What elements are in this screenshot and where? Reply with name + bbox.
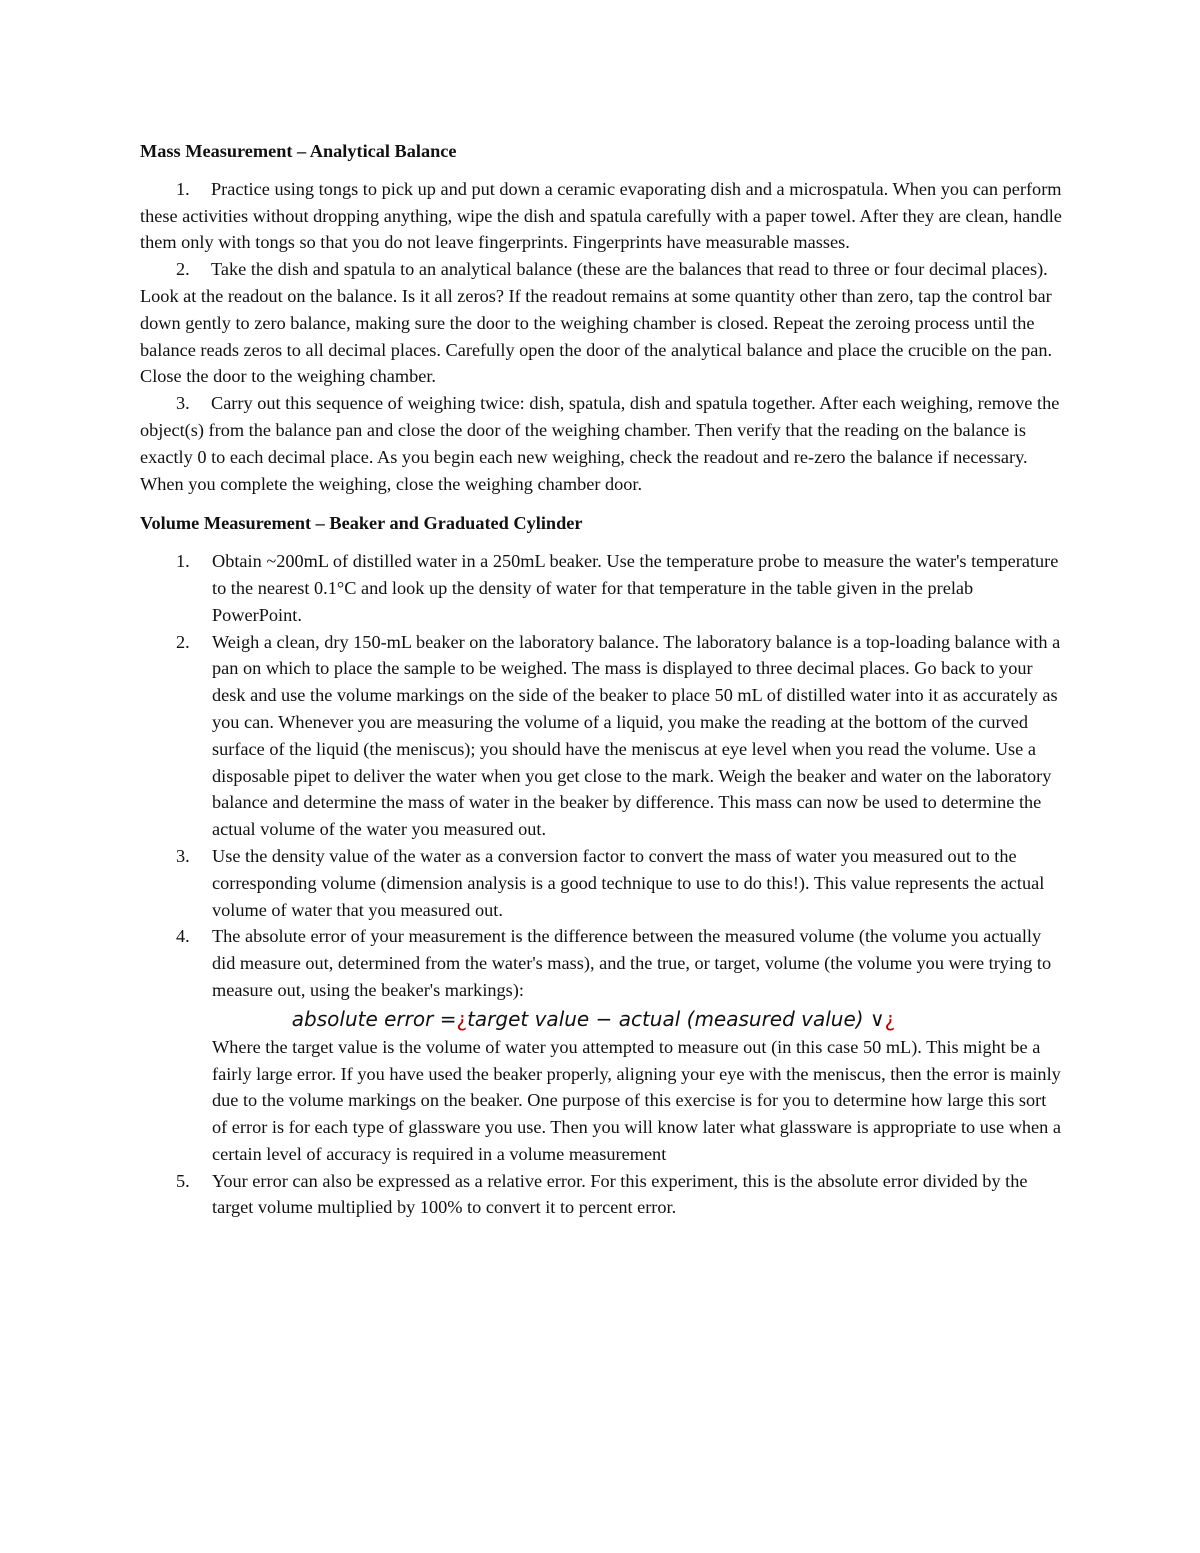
list-item <box>140 176 1065 256</box>
list-item-text: Carry out this sequence of weighing twice: dish, spatula, dish and spatula together. After each weighing, remove the object(s) from the balance pan and close the door of the weighing chamber. Then verify that the reading on the balance is exactly 0 to each decimal place. As you begin each new weighing, check the readout and re-zero the balance if necessary. When you complete the weighing, close the weighing chamber door. <box>140 393 1060 494</box>
list-item-number: 3. <box>176 845 190 866</box>
list-item-text: Your error can also be expressed as a relative error. For this experiment, this is the absolute error divided by the target volume multiplied by 100% to convert it to percent error. <box>212 1170 1028 1218</box>
mass-section-heading: Mass Measurement – Analytical Balance <box>140 141 457 161</box>
list-item-number: 1. <box>176 551 190 572</box>
list-item-text: Obtain ~200mL of distilled water in a 250mL beaker. Use the temperature probe to measure the water's temperature to the nearest 0.1°C and look up the density of water for that temperature in the table given in the prelab PowerPoint. <box>212 551 1059 625</box>
list-item-text: Use the density value of the water as a conversion factor to convert the mass of water you measured out to the corresponding volume (dimension analysis is a good technique to use to do this!). This value represents the actual volume of water that you measured out. <box>212 845 1045 920</box>
list-item-number: 5. <box>176 1170 190 1191</box>
list-item <box>140 390 1065 497</box>
list-item-text: Weigh a clean, dry 150-mL beaker on the laboratory balance. The laboratory balance is a top-loading balance with a pan on which to place the sample to be weighed. The mass is displayed to three decimal places. Go back to your desk and use the volume markings on the side of the beaker to place 50 mL of distilled water into it as accurately as you can. Whenever you are measuring the volume of a liquid, you make the reading at the bottom of the curved surface of the liquid (the meniscus); you should have the meniscus at eye level when you read the volume. Use a disposable pipet to deliver the water when you get close to the mark. Weigh the beaker and water on the laboratory balance and determine the mass of water in the beaker by difference. This mass can now be used to determine the actual volume of the water you measured out. <box>212 631 1061 840</box>
formula-right: target value − actual (measured value) ∨ <box>467 1006 885 1031</box>
list-item <box>140 548 1065 628</box>
list-item-continuation: Where the target value is the volume of water you attempted to measure out (in this case 50 mL). This might be a fairly large error. If you have used the beaker properly, aligning your eye with the meniscus, then the error is mainly due to the volume markings on the beaker. One purpose of this exercise is for you to determine how large this sort of error is for each type of glassware you use. Then you will know later what glassware is appropriate to use when a certain level of accuracy is required in a volume measurement <box>212 1036 1061 1164</box>
list-item-number: 4. <box>176 926 190 947</box>
list-item-number: 3. <box>176 393 190 414</box>
list-item <box>140 843 1065 923</box>
volume-steps-list <box>140 548 1065 1221</box>
list-item-number: 2. <box>176 259 190 280</box>
list-item-number: 2. <box>176 631 190 652</box>
document-page <box>140 138 1065 1221</box>
list-item-text: Take the dish and spatula to an analytical balance (these are the balances that read to three or four decimal places). Look at the readout on the balance. Is it all zeros? If the readout remains at some quantity other than zero, tap the control bar down gently to zero balance, making sure the door to the weighing chamber is closed. Repeat the zeroing process until the balance reads zeros to all decimal places. Carefully open the door of the analytical balance and place the crucible on the pan. Close the door to the weighing chamber. <box>140 259 1053 387</box>
formula-mark: ¿ <box>456 1006 468 1031</box>
list-item-text: The absolute error of your measurement is the difference between the measured volume (the volume you actually did measure out, determined from the water's mass), and the true, or target, volume (the volume you were trying to measure out, using the beaker's markings): <box>212 926 1052 1000</box>
formula-left: absolute error = <box>291 1006 457 1031</box>
list-item <box>140 629 1065 843</box>
mass-steps-list <box>140 176 1065 498</box>
volume-section-heading: Volume Measurement – Beaker and Graduated Cylinder <box>140 513 583 534</box>
list-item <box>140 1168 1065 1222</box>
list-item <box>140 256 1065 390</box>
absolute-error-formula <box>212 1004 1065 1034</box>
formula-mark: ¿ <box>884 1006 896 1031</box>
list-item-text: Practice using tongs to pick up and put down a ceramic evaporating dish and a microspatula. When you can perform these activities without dropping anything, wipe the dish and spatula carefully with a paper towel. After they are clean, handle them only with tongs so that you do not leave fingerprints. Fingerprints have measurable masses. <box>140 178 1062 253</box>
list-item-number: 1. <box>176 178 190 199</box>
list-item <box>140 923 1065 1167</box>
